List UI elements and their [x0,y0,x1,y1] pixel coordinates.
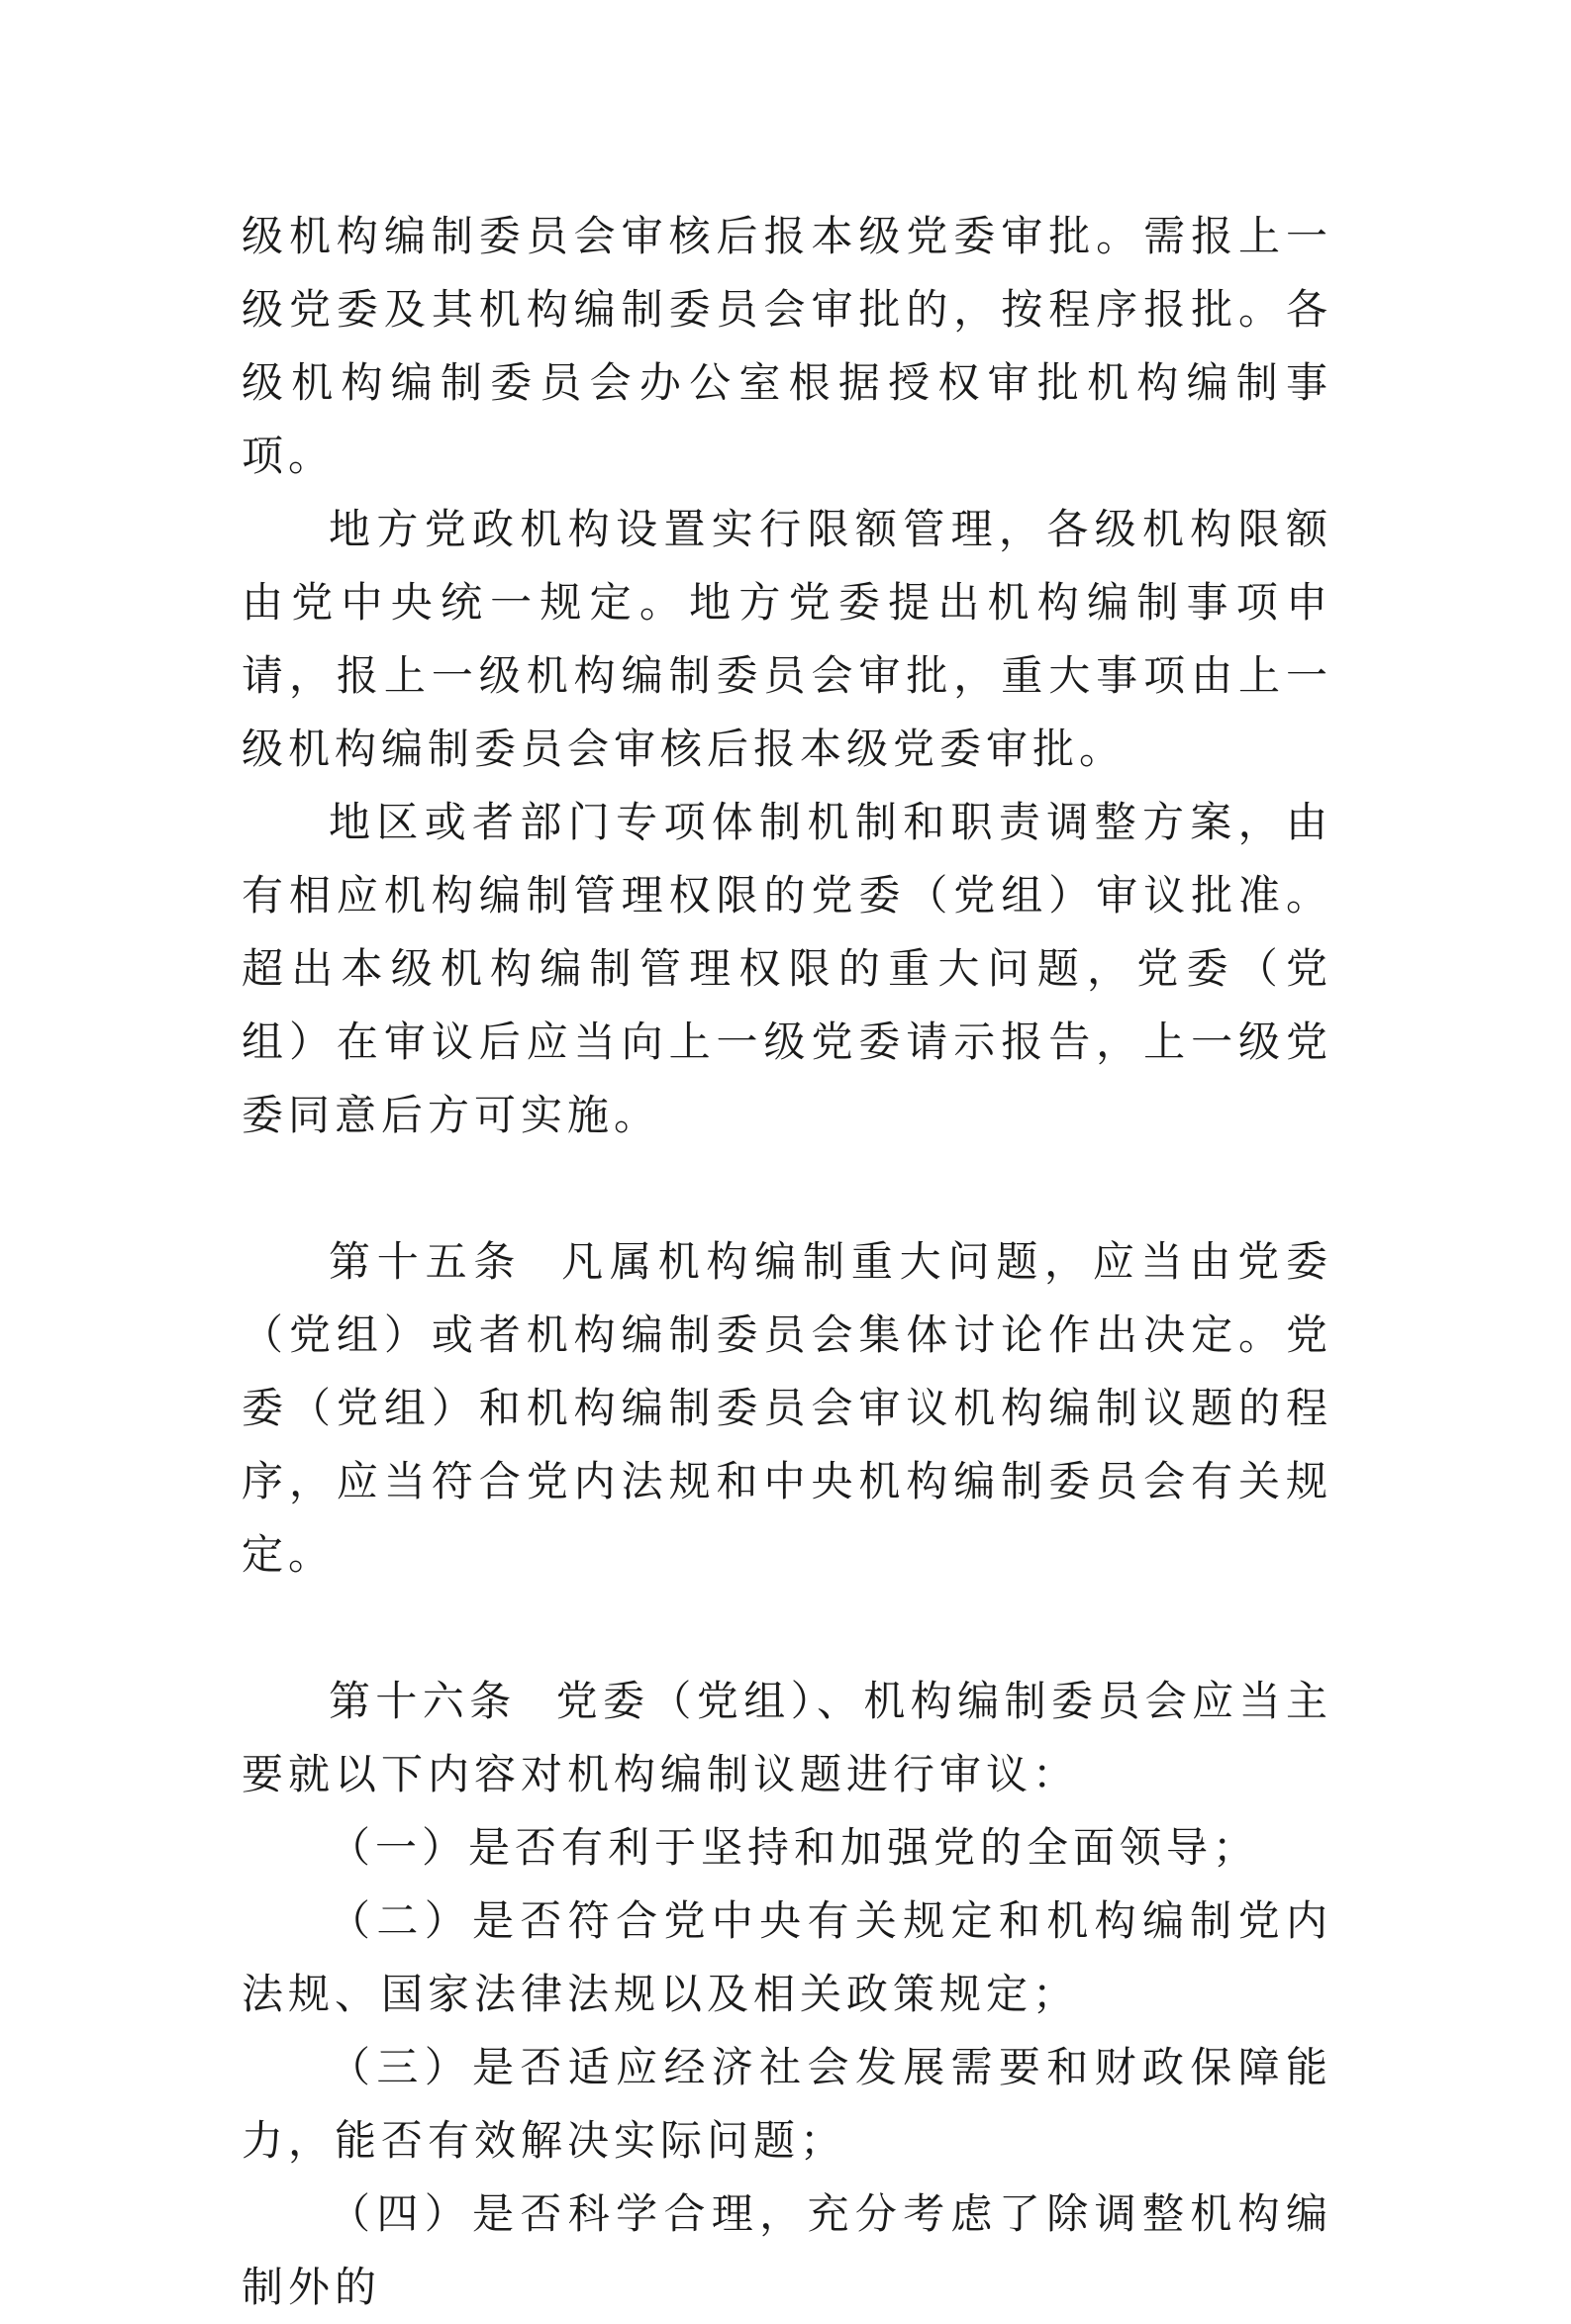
article-16-item-4: （四）是否科学合理，充分考虑了除调整机构编制外的 [242,2189,1332,2311]
document-body [242,200,1332,2324]
article-15 [242,1225,1332,1592]
article-16-item-1: （一）是否有利于坚持和加强党的全面领导； [329,1823,1260,1872]
article-16-number: 第十六条 [329,1677,517,1725]
paragraph-special-reform: 地区或者部门专项体制机制和职责调整方案，由有相应机构编制管理权限的党委（党组）审议批准。超出本级机构编制管理权限的重大问题，党委（党组）在审议后应当向上一级党委请示报告，上一级党委同意后方可实施。 [242,798,1332,1139]
paragraph-gap [242,1592,1332,1665]
article-16-item-2: （二）是否符合党中央有关规定和机构编制党内法规、国家法律法规以及相关政策规定； [242,1896,1332,2018]
paragraph-gap [242,1152,1332,1225]
article-16 [242,1665,1332,1811]
paragraph-continued: 级机构编制委员会审核后报本级党委审批。需报上一级党委及其机构编制委员会审批的，按程序报批。各级机构编制委员会办公室根据授权审批机构编制事项。 [242,212,1332,480]
article-16-text: 党委（党组）、机构编制委员会应当主要就以下内容对机构编制议题进行审议： [242,1677,1332,1798]
paragraph-local-quota: 地方党政机构设置实行限额管理，各级机构限额由党中央统一规定。地方党委提出机构编制事项申请，报上一级机构编制委员会审批，重大事项由上一级机构编制委员会审核后报本级党委审批。 [242,505,1332,773]
article-15-number: 第十五条 [329,1237,523,1286]
article-16-item-3: （三）是否适应经济社会发展需要和财政保障能力，能否有效解决实际问题； [242,2043,1332,2165]
article-15-text: 凡属机构编制重大问题，应当由党委（党组）或者机构编制委员会集体讨论作出决定。党委（党组）和机构编制委员会审议机构编制议题的程序，应当符合党内法规和中央机构编制委员会有关规定。 [242,1237,1332,1579]
